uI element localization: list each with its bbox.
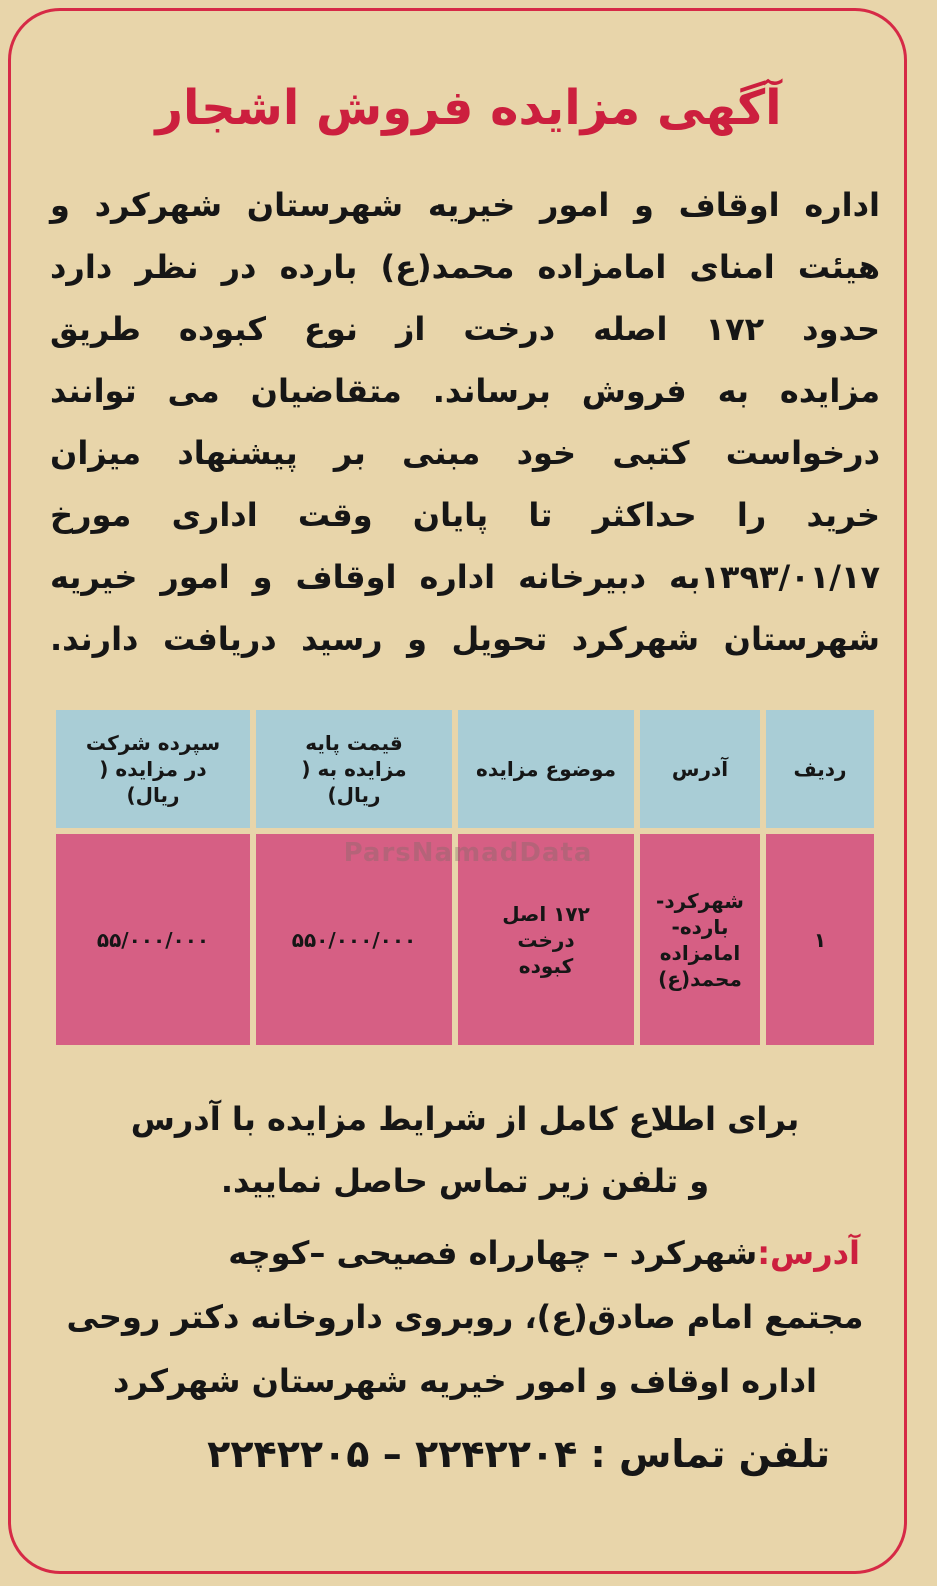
header-deposit: سپرده شرکت در مزایده ( ریال) (56, 710, 250, 828)
address-line-3: اداره اوقاف و امور خیریه شهرستان شهرکرد (113, 1362, 817, 1400)
header-base-price: قیمت پایه مزایده به ( ریال) (256, 710, 452, 828)
intro-line: مزایده به فروش برساند. متقاضیان می توانند (50, 372, 880, 410)
intro-paragraph (50, 174, 880, 670)
info-line: و تلفن زیر تماس حاصل نمایید. (220, 1162, 710, 1200)
cell-row-no: ۱ (766, 834, 874, 1045)
header-subject: موضوع مزایده (458, 710, 634, 828)
auction-table (56, 710, 874, 1045)
intro-line: هیئت امنای امامزاده محمد(ع) بارده در نظر دارد (50, 248, 880, 286)
cell-deposit: ۵۵/۰۰۰/۰۰۰ (56, 834, 250, 1045)
header-row-no: ردیف (766, 710, 874, 828)
address-line-1 (50, 1224, 880, 1282)
intro-line: ۱۳۹۳/۰۱/۱۷به دبیرخانه اداره اوقاف و امور خیریه (50, 558, 880, 596)
watermark: ParsNamadData (343, 838, 593, 868)
address-text: شهرکرد – چهارراه فصیحی –کوچه (228, 1234, 758, 1272)
intro-line: حدود ۱۷۲ اصله درخت از نوع کبوده طریق (50, 310, 881, 348)
intro-line: اداره اوقاف و امور خیریه شهرستان شهرکرد و (50, 186, 880, 224)
info-line: برای اطلاع کامل از شرایط مزایده با آدرس (130, 1100, 800, 1138)
phone-number: تلفن تماس : ۲۲۴۲۲۰۴ – ۲۲۴۲۲۰۵ (207, 1432, 830, 1476)
address-line-2: مجتمع امام صادق(ع)، روبروی داروخانه دکتر روحی (66, 1298, 864, 1336)
cell-base-price: ۵۵۰/۰۰۰/۰۰۰ (256, 834, 452, 1045)
cell-address: شهرکرد- بارده- امامزاده محمد(ع) (640, 834, 760, 1045)
header-address: آدرس (640, 710, 760, 828)
intro-line: درخواست کتبی خود مبنی بر پیشنهاد میزان (50, 434, 880, 472)
intro-line: خرید را حداکثر تا پایان وقت اداری مورخ (50, 496, 880, 534)
cell-subject: ۱۷۲ اصل درخت کبوده (458, 834, 634, 1045)
address-label: آدرس: (757, 1234, 860, 1272)
intro-line: شهرستان شهرکرد تحویل و رسید دریافت دارند. (50, 620, 880, 658)
notice-title: آگهی مزایده فروش اشجار (155, 80, 782, 136)
